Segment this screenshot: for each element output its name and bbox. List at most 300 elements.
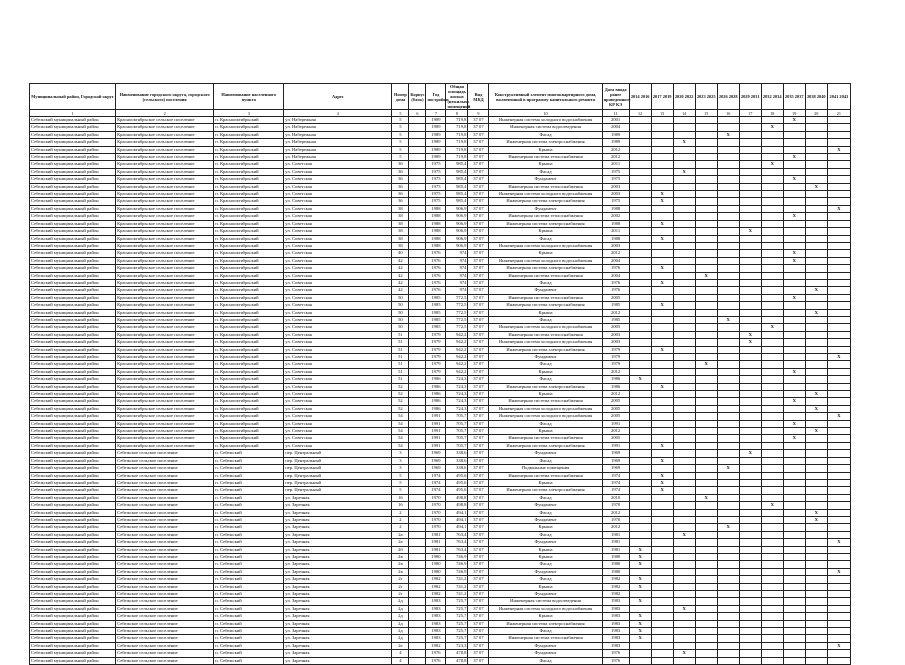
cell-c9: 37 07 [468,457,489,464]
cell-c7: 1983 [426,605,446,612]
period-mark [673,405,695,412]
cell-c11: 2005 [602,405,629,412]
period-mark [783,531,805,538]
cell-c10: Инженерная система электроснабжения [489,346,602,353]
period-mark [651,154,673,161]
period-mark [651,465,673,472]
cell-c1: Себежский муниципальный район [30,620,116,627]
cell-c8: 906,9 [446,235,468,242]
cell-c7: 1976 [426,272,446,279]
cell-c9: 37 07 [468,331,489,338]
cell-c2: Себежское сельское поселение [116,487,214,494]
table-row [30,457,851,464]
period-mark [827,583,850,590]
cell-c2: Краснооктябрьское сельское поселение [116,324,214,331]
table-row [30,309,851,316]
cell-c7: 1975 [426,161,446,168]
cell-c1: Себежский муниципальный район [30,546,116,553]
cell-c2: Краснооктябрьское сельское поселение [116,442,214,449]
period-mark [673,235,695,242]
cell-c4: пер. Центральный [284,472,392,479]
period-mark [739,235,761,242]
period-mark [739,502,761,509]
cell-c5: 5 [392,154,409,161]
cell-c6 [409,346,426,353]
cell-c10: Инженерная система водоотведения [489,598,602,605]
cell-c8: 498,8 [446,502,468,509]
period-mark [827,502,850,509]
cell-c6 [409,250,426,257]
cell-c5: 50 [392,294,409,301]
cell-c5: 2д [392,613,409,620]
cell-c9: 37 07 [468,405,489,412]
cell-c3: п. Краснооктябрьский [214,272,284,279]
cell-c4: ул. Советская [284,183,392,190]
column-header: Номер дома [392,84,409,110]
cell-c11: 1974 [602,479,629,486]
cell-c4: ул. Набережная [284,146,392,153]
period-mark [761,553,783,560]
period-mark [695,598,717,605]
cell-c3: п. Себежский [214,583,284,590]
period-mark: X [827,642,850,649]
period-mark [739,154,761,161]
period-mark [629,428,651,435]
period-mark [783,502,805,509]
cell-c4: ул. Советская [284,161,392,168]
period-mark [651,183,673,190]
period-mark [717,339,739,346]
cell-c8: 705,7 [446,428,468,435]
period-mark [695,161,717,168]
cell-c1: Себежский муниципальный район [30,265,116,272]
period-mark [717,539,739,546]
period-mark [673,302,695,309]
period-mark [695,324,717,331]
cell-c5: 5 [392,139,409,146]
period-mark: X [783,398,805,405]
cell-c7: 1970 [426,509,446,516]
period-mark [827,576,850,583]
period-mark [783,613,805,620]
period-mark [783,657,805,664]
period-mark [761,287,783,294]
period-mark [651,502,673,509]
cell-c3: п. Краснооктябрьский [214,250,284,257]
cell-c10: Фасад [489,576,602,583]
cell-c6 [409,494,426,501]
column-number: 11 [602,110,629,117]
period-mark [783,139,805,146]
cell-c6 [409,294,426,301]
period-mark [717,242,739,249]
cell-c9: 37 07 [468,391,489,398]
cell-c5: 38 [392,242,409,249]
period-mark [761,420,783,427]
period-mark [739,398,761,405]
cell-c5: 36 [392,191,409,198]
period-mark [717,279,739,286]
period-mark [805,302,827,309]
cell-c2: Себежское сельское поселение [116,539,214,546]
period-mark [761,613,783,620]
column-header: Вид МКД [468,84,489,110]
cell-c6 [409,398,426,405]
cell-c8: 719,8 [446,146,468,153]
period-mark [651,361,673,368]
cell-c9: 37 07 [468,205,489,212]
table-row [30,117,851,124]
cell-c3: п. Себежский [214,546,284,553]
cell-c6 [409,561,426,568]
cell-c3: п. Краснооктябрьский [214,383,284,390]
cell-c11: 2012 [602,250,629,257]
period-mark [761,442,783,449]
period-mark [805,154,827,161]
column-number: 17 [739,110,761,117]
cell-c10: Фасад [489,361,602,368]
cell-c9: 37 07 [468,287,489,294]
cell-c4: ул. Заречная [284,576,392,583]
period-mark [739,635,761,642]
period-mark [673,539,695,546]
period-mark [651,161,673,168]
cell-c10: Крыша [489,250,602,257]
cell-c11: 1979 [602,361,629,368]
period-mark [651,205,673,212]
period-mark [695,391,717,398]
cell-c9: 37 07 [468,487,489,494]
period-mark: X [695,272,717,279]
cell-c10: Инженерная система холодного водоснабжения [489,117,602,124]
period-mark [629,457,651,464]
period-mark [695,420,717,427]
cell-c4: ул. Советская [284,242,392,249]
cell-c1: Себежский муниципальный район [30,576,116,583]
period-mark [651,176,673,183]
cell-c2: Краснооктябрьское сельское поселение [116,220,214,227]
period-mark [805,131,827,138]
period-mark [673,124,695,131]
cell-c3: п. Краснооктябрьский [214,354,284,361]
period-mark [783,161,805,168]
cell-c4: ул. Заречная [284,546,392,553]
period-mark [805,568,827,575]
cell-c10: Фундамент [489,354,602,361]
period-mark [673,553,695,560]
cell-c1: Себежский муниципальный район [30,376,116,383]
period-mark: X [651,220,673,227]
period-mark [673,494,695,501]
period-mark [695,250,717,257]
cell-c1: Себежский муниципальный район [30,279,116,286]
period-mark [651,146,673,153]
period-mark [783,553,805,560]
cell-c7: 1974 [426,472,446,479]
cell-c3: п. Себежский [214,494,284,501]
period-mark: X [651,279,673,286]
period-mark [717,368,739,375]
table-row [30,139,851,146]
cell-c6 [409,509,426,516]
period-mark [805,205,827,212]
cell-c10: Инженерная система холодного водоснабжения [489,339,602,346]
period-mark [827,161,850,168]
period-mark [827,198,850,205]
period-mark [739,628,761,635]
period-mark [761,146,783,153]
cell-c10: Крыша [489,391,602,398]
cell-c6 [409,553,426,560]
period-mark [695,205,717,212]
cell-c2: Краснооктябрьское сельское поселение [116,250,214,257]
period-mark [805,442,827,449]
cell-c7: 1989 [426,139,446,146]
period-mark [761,279,783,286]
cell-c7: 1980 [426,561,446,568]
cell-c3: п. Краснооктябрьский [214,161,284,168]
period-mark: X [827,354,850,361]
cell-c11: 1979 [602,354,629,361]
period-mark: X [761,161,783,168]
period-mark [673,420,695,427]
period-mark [629,331,651,338]
period-mark: X [651,383,673,390]
cell-c1: Себежский муниципальный район [30,657,116,664]
period-mark [673,591,695,598]
period-mark [629,472,651,479]
cell-c10: Инженерная система теплоснабжения [489,213,602,220]
period-mark: X [783,154,805,161]
period-mark [673,198,695,205]
cell-c6 [409,257,426,264]
period-mark [673,524,695,531]
period-mark [695,524,717,531]
period-mark: X [739,331,761,338]
cell-c5: 38 [392,228,409,235]
cell-c2: Краснооктябрьское сельское поселение [116,198,214,205]
period-mark [717,635,739,642]
period-mark [695,309,717,316]
cell-c9: 37 07 [468,168,489,175]
period-mark [827,279,850,286]
period-mark [695,450,717,457]
period-mark [695,472,717,479]
period-mark [629,117,651,124]
cell-c2: Краснооктябрьское сельское поселение [116,316,214,323]
column-number: 1 [30,110,116,117]
cell-c10: Фасад [489,279,602,286]
period-mark [783,628,805,635]
cell-c1: Себежский муниципальный район [30,339,116,346]
cell-c8: 724,3 [446,391,468,398]
cell-c5: 40 [392,250,409,257]
cell-c5: 50 [392,309,409,316]
period-mark [739,568,761,575]
period-mark: X [673,139,695,146]
cell-c9: 37 07 [468,228,489,235]
period-mark [739,650,761,657]
cell-c2: Краснооктябрьское сельское поселение [116,124,214,131]
cell-c8: 985,4 [446,161,468,168]
period-mark [761,539,783,546]
period-mark [827,465,850,472]
cell-c9: 37 07 [468,146,489,153]
cell-c8: 338,6 [446,465,468,472]
period-mark [805,465,827,472]
cell-c2: Краснооктябрьское сельское поселение [116,139,214,146]
period-mark: X [629,598,651,605]
period-mark [761,531,783,538]
period-mark [805,435,827,442]
period-mark [783,391,805,398]
period-mark [695,628,717,635]
table-row [30,405,851,412]
period-mark: X [761,324,783,331]
period-mark [761,228,783,235]
cell-c8: 772,5 [446,309,468,316]
cell-c3: п. Краснооктябрьский [214,331,284,338]
period-mark [761,376,783,383]
cell-c5: 2 [392,516,409,523]
cell-c7: 1982 [426,642,446,649]
period-mark [783,583,805,590]
cell-c10: Инженерная система теплоснабжения [489,154,602,161]
cell-c1: Себежский муниципальный район [30,435,116,442]
cell-c9: 37 07 [468,576,489,583]
period-mark [651,598,673,605]
period-mark [651,628,673,635]
period-mark [651,139,673,146]
period-mark [827,391,850,398]
period-mark [717,228,739,235]
period-mark [761,176,783,183]
cell-c3: п. Себежский [214,628,284,635]
period-mark [651,331,673,338]
cell-c6 [409,117,426,124]
period-mark [805,605,827,612]
cell-c1: Себежский муниципальный район [30,302,116,309]
cell-c7: 1991 [426,413,446,420]
period-mark [827,272,850,279]
cell-c3: п. Себежский [214,509,284,516]
column-number: 18 [761,110,783,117]
period-mark: X [827,146,850,153]
period-mark [805,257,827,264]
cell-c7: 1983 [426,620,446,627]
cell-c10: Инженерная система теплоснабжения [489,435,602,442]
period-mark [673,561,695,568]
cell-c6 [409,176,426,183]
period-mark: X [827,205,850,212]
cell-c6 [409,413,426,420]
cell-c1: Себежский муниципальный район [30,139,116,146]
period-mark [761,198,783,205]
period-mark [783,124,805,131]
period-mark: X [761,502,783,509]
cell-c7: 1979 [426,368,446,375]
column-header: 2017 2019 [651,84,673,110]
period-mark [629,161,651,168]
cell-c5: 4 [392,650,409,657]
period-mark [673,368,695,375]
cell-c7: 1979 [426,346,446,353]
cell-c1: Себежский муниципальный район [30,509,116,516]
cell-c10: Инженерная система теплоснабжения [489,272,602,279]
cell-c5: 50 [392,324,409,331]
cell-c4: ул. Советская [284,191,392,198]
cell-c5: 51 [392,376,409,383]
cell-c1: Себежский муниципальный район [30,213,116,220]
cell-c5: 2д [392,620,409,627]
period-mark [717,605,739,612]
cell-c3: п. Себежский [214,450,284,457]
period-mark [629,479,651,486]
period-mark [827,494,850,501]
cell-c5: 2в [392,568,409,575]
cell-c5: 2б [392,546,409,553]
cell-c7: 1983 [426,598,446,605]
cell-c3: п. Себежский [214,472,284,479]
period-mark [629,487,651,494]
period-mark [783,487,805,494]
period-mark [805,198,827,205]
cell-c3: п. Краснооктябрьский [214,235,284,242]
period-mark: X [739,339,761,346]
cell-c3: п. Краснооктябрьский [214,146,284,153]
cell-c9: 37 07 [468,213,489,220]
cell-c7: 1969 [426,457,446,464]
cell-c1: Себежский муниципальный район [30,605,116,612]
period-mark [739,561,761,568]
period-mark [783,302,805,309]
cell-c8: 763,4 [446,546,468,553]
cell-c8: 985,4 [446,191,468,198]
cell-c7: 1983 [426,628,446,635]
cell-c4: ул. Советская [284,442,392,449]
cell-c7: 1982 [426,583,446,590]
cell-c6 [409,361,426,368]
cell-c4: ул. Заречная [284,524,392,531]
period-mark [695,442,717,449]
period-mark [717,213,739,220]
cell-c7: 1969 [426,465,446,472]
cell-c2: Себежское сельское поселение [116,553,214,560]
cell-c9: 37 07 [468,561,489,568]
cell-c4: ул. Советская [284,272,392,279]
period-mark [739,257,761,264]
period-mark [673,435,695,442]
period-mark [629,442,651,449]
cell-c11: 2012 [602,509,629,516]
column-header: Наименование населенного пункта [214,84,284,110]
period-mark [761,117,783,124]
cell-c8: 772,5 [446,316,468,323]
period-mark [805,494,827,501]
cell-c4: ул. Советская [284,428,392,435]
cell-c3: п. Краснооктябрьский [214,405,284,412]
period-mark: X [629,613,651,620]
period-mark [783,205,805,212]
cell-c6 [409,309,426,316]
cell-c1: Себежский муниципальный район [30,487,116,494]
cell-c3: п. Себежский [214,553,284,560]
period-mark [651,272,673,279]
period-mark [717,183,739,190]
period-mark [783,191,805,198]
table-row [30,198,851,205]
cell-c3: п. Краснооктябрьский [214,309,284,316]
